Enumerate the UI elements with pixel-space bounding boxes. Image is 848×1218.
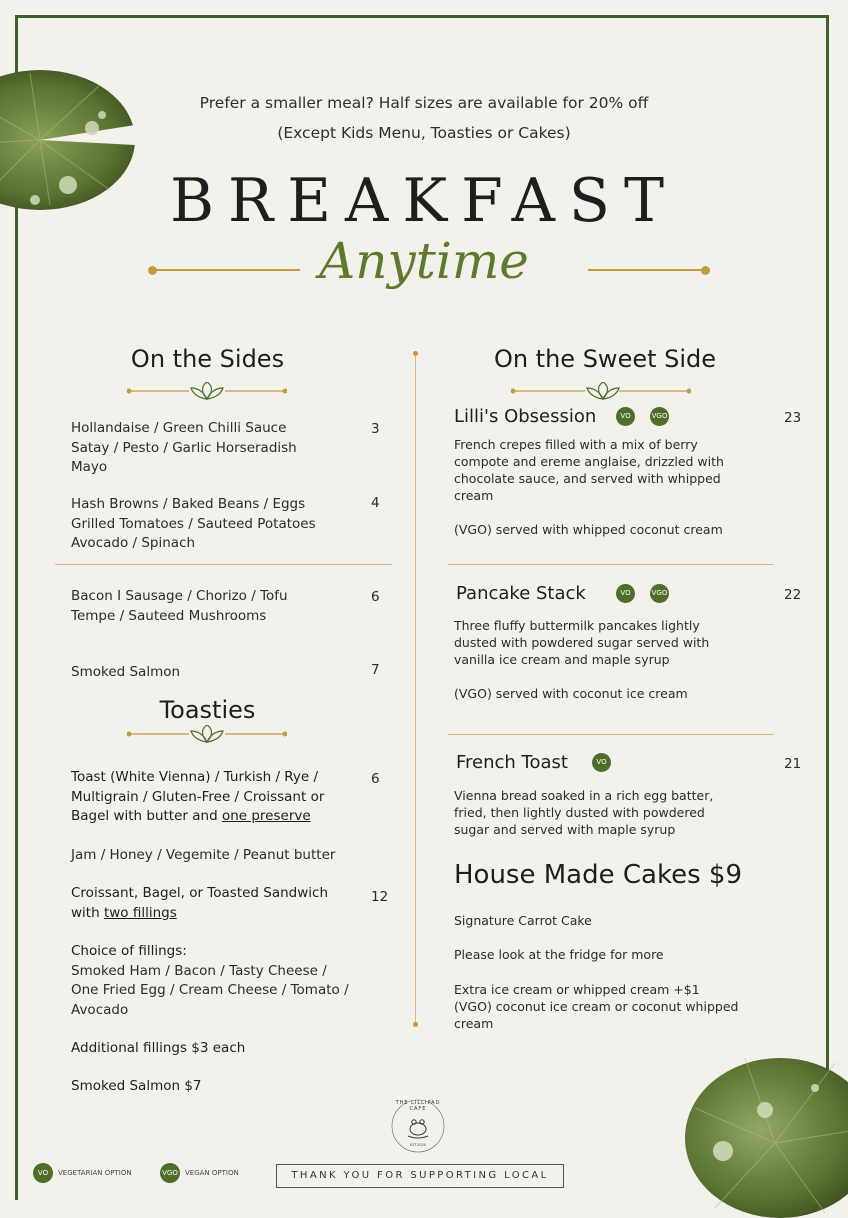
page-subtitle: Anytime [319, 232, 529, 290]
fillings-title: Choice of fillings: [71, 943, 187, 959]
desc-line: Vienna bread soaked in a rich egg batter, [454, 788, 714, 803]
divider-dot [413, 1022, 418, 1027]
section-ornament [127, 382, 287, 402]
toastie-salmon: Smoked Salmon $7 [71, 1078, 202, 1094]
desc-line: fried, then lightly dusted with powdered [454, 805, 705, 820]
cake-extras [454, 981, 774, 1032]
vegetarian-option-badge: VO [33, 1163, 53, 1183]
item-price: 4 [371, 495, 380, 511]
desc-line: dusted with powdered sugar served with [454, 635, 710, 650]
desc-line: Extra ice cream or whipped cream +$1 [454, 982, 700, 997]
desc-line: Three fluffy buttermilk pancakes lightly [454, 618, 700, 633]
sweet-heading: On the Sweet Side [493, 345, 717, 373]
cake-item: Signature Carrot Cake [454, 913, 592, 928]
item-line: Smoked Salmon [71, 664, 181, 680]
vegetarian-option-badge: VO [616, 407, 635, 426]
desc-line: cream [454, 1016, 494, 1031]
item-line: Hollandaise / Green Chilli Sauce [71, 420, 287, 436]
item-line: Grilled Tomatoes / Sauteed Potatoes [71, 515, 316, 532]
item-price: 22 [784, 587, 802, 603]
item-line: Toast (White Vienna) / Turkish / Rye / [71, 769, 319, 785]
divider-line [55, 564, 392, 565]
vegan-option-badge: VGO [650, 407, 669, 426]
side-item-meats [71, 587, 371, 626]
page-title: BREAKFAST [169, 166, 679, 236]
item-line: Hash Browns / Baked Beans / Eggs [71, 496, 306, 512]
vegetarian-option-badge: VO [616, 584, 635, 603]
toasties-heading: Toasties [159, 696, 256, 724]
additional-fillings: Additional fillings $3 each [71, 1040, 246, 1056]
divider-line [588, 269, 704, 271]
item-text: with [71, 904, 104, 921]
spreads-list: Jam / Honey / Vegemite / Peanut butter [71, 847, 336, 863]
item-line [71, 807, 371, 827]
item-line: Avocado [71, 1001, 129, 1018]
item-line: Multigrain / Gluten-Free / Croissant or [71, 788, 325, 805]
side-item-sauces [71, 419, 371, 478]
desc-line: compote and ereme anglaise, drizzled with [454, 454, 724, 469]
leaf-ornament-icon [511, 382, 691, 402]
item-line: Satay / Pesto / Garlic Horseradish [71, 439, 297, 456]
item-price: 3 [371, 421, 380, 437]
item-line [71, 904, 371, 924]
cake-note: Please look at the fridge for more [454, 947, 664, 962]
item-description [454, 787, 764, 838]
leaf-ornament-icon [127, 382, 287, 402]
thank-you-banner: THANK YOU FOR SUPPORTING LOCAL [276, 1164, 564, 1188]
legend-vegan-label: VEGAN OPTION [185, 1169, 239, 1177]
section-ornament [511, 382, 691, 402]
menu-item-name: Lilli's Obsession [454, 406, 597, 427]
item-line: Tempe / Sauteed Mushrooms [71, 607, 267, 624]
item-line: Smoked Ham / Bacon / Tasty Cheese / [71, 962, 327, 979]
logo-text: THE LILLIPAD CAFE [395, 1100, 441, 1112]
item-line: Avocado / Spinach [71, 535, 196, 551]
item-text: Bagel with butter and [71, 808, 222, 824]
divider-dot [413, 351, 418, 356]
item-line: One Fried Egg / Cream Cheese / Tomato / [71, 982, 349, 998]
section-ornament [127, 725, 287, 745]
menu-item-name: Pancake Stack [456, 583, 586, 604]
vegetarian-option-badge: VO [592, 753, 611, 772]
half-size-exceptions: (Except Kids Menu, Toasties or Cakes) [277, 124, 571, 142]
item-line: Mayo [71, 459, 108, 475]
item-line: Bacon I Sausage / Chorizo / Tofu [71, 588, 288, 604]
sandwich-item [71, 884, 371, 923]
item-price: 12 [371, 889, 389, 905]
divider-line [448, 734, 774, 735]
desc-line: cream [454, 488, 494, 503]
item-price: 6 [371, 589, 380, 605]
vegan-note: (VGO) served with whipped coconut cream [454, 522, 723, 537]
toast-item [71, 768, 371, 827]
item-price: 6 [371, 771, 380, 787]
divider-dot [701, 266, 710, 275]
fillings-list [71, 942, 391, 1020]
sides-heading: On the Sides [130, 345, 285, 373]
cakes-heading: House Made Cakes $9 [454, 860, 742, 890]
vegan-option-badge: VGO [160, 1163, 180, 1183]
menu-item-name: French Toast [456, 752, 568, 773]
legend-vegetarian-label: VEGETARIAN OPTION [58, 1169, 132, 1177]
desc-line: sugar and served with maple syrup [454, 822, 676, 837]
item-price: 23 [784, 410, 802, 426]
column-divider [415, 353, 416, 1025]
item-price: 7 [371, 662, 380, 678]
item-line: Croissant, Bagel, or Toasted Sandwich [71, 885, 329, 901]
desc-line: French crepes filled with a mix of berry [454, 437, 698, 452]
item-description [454, 436, 764, 504]
divider-line [448, 564, 774, 565]
divider-line [156, 269, 300, 271]
item-description [454, 617, 764, 668]
logo-est: EST.2020 [409, 1143, 427, 1147]
desc-line: (VGO) coconut ice cream or coconut whipped [454, 999, 739, 1014]
vegan-note: (VGO) served with coconut ice cream [454, 686, 688, 701]
lily-pad-image [685, 1048, 848, 1218]
side-item-salmon [71, 663, 371, 683]
desc-line: chocolate sauce, and served with whipped [454, 471, 721, 486]
cafe-logo [390, 1098, 446, 1154]
item-text-underlined: one preserve [221, 808, 311, 824]
half-size-note: Prefer a smaller meal? Half sizes are available for 20% off [199, 94, 649, 112]
leaf-ornament-icon [127, 725, 287, 745]
item-price: 21 [784, 756, 802, 772]
desc-line: vanilla ice cream and maple syrup [454, 652, 670, 667]
side-item-sides [71, 495, 371, 554]
item-text-underlined: two fillings [103, 904, 177, 921]
vegan-option-badge: VGO [650, 584, 669, 603]
